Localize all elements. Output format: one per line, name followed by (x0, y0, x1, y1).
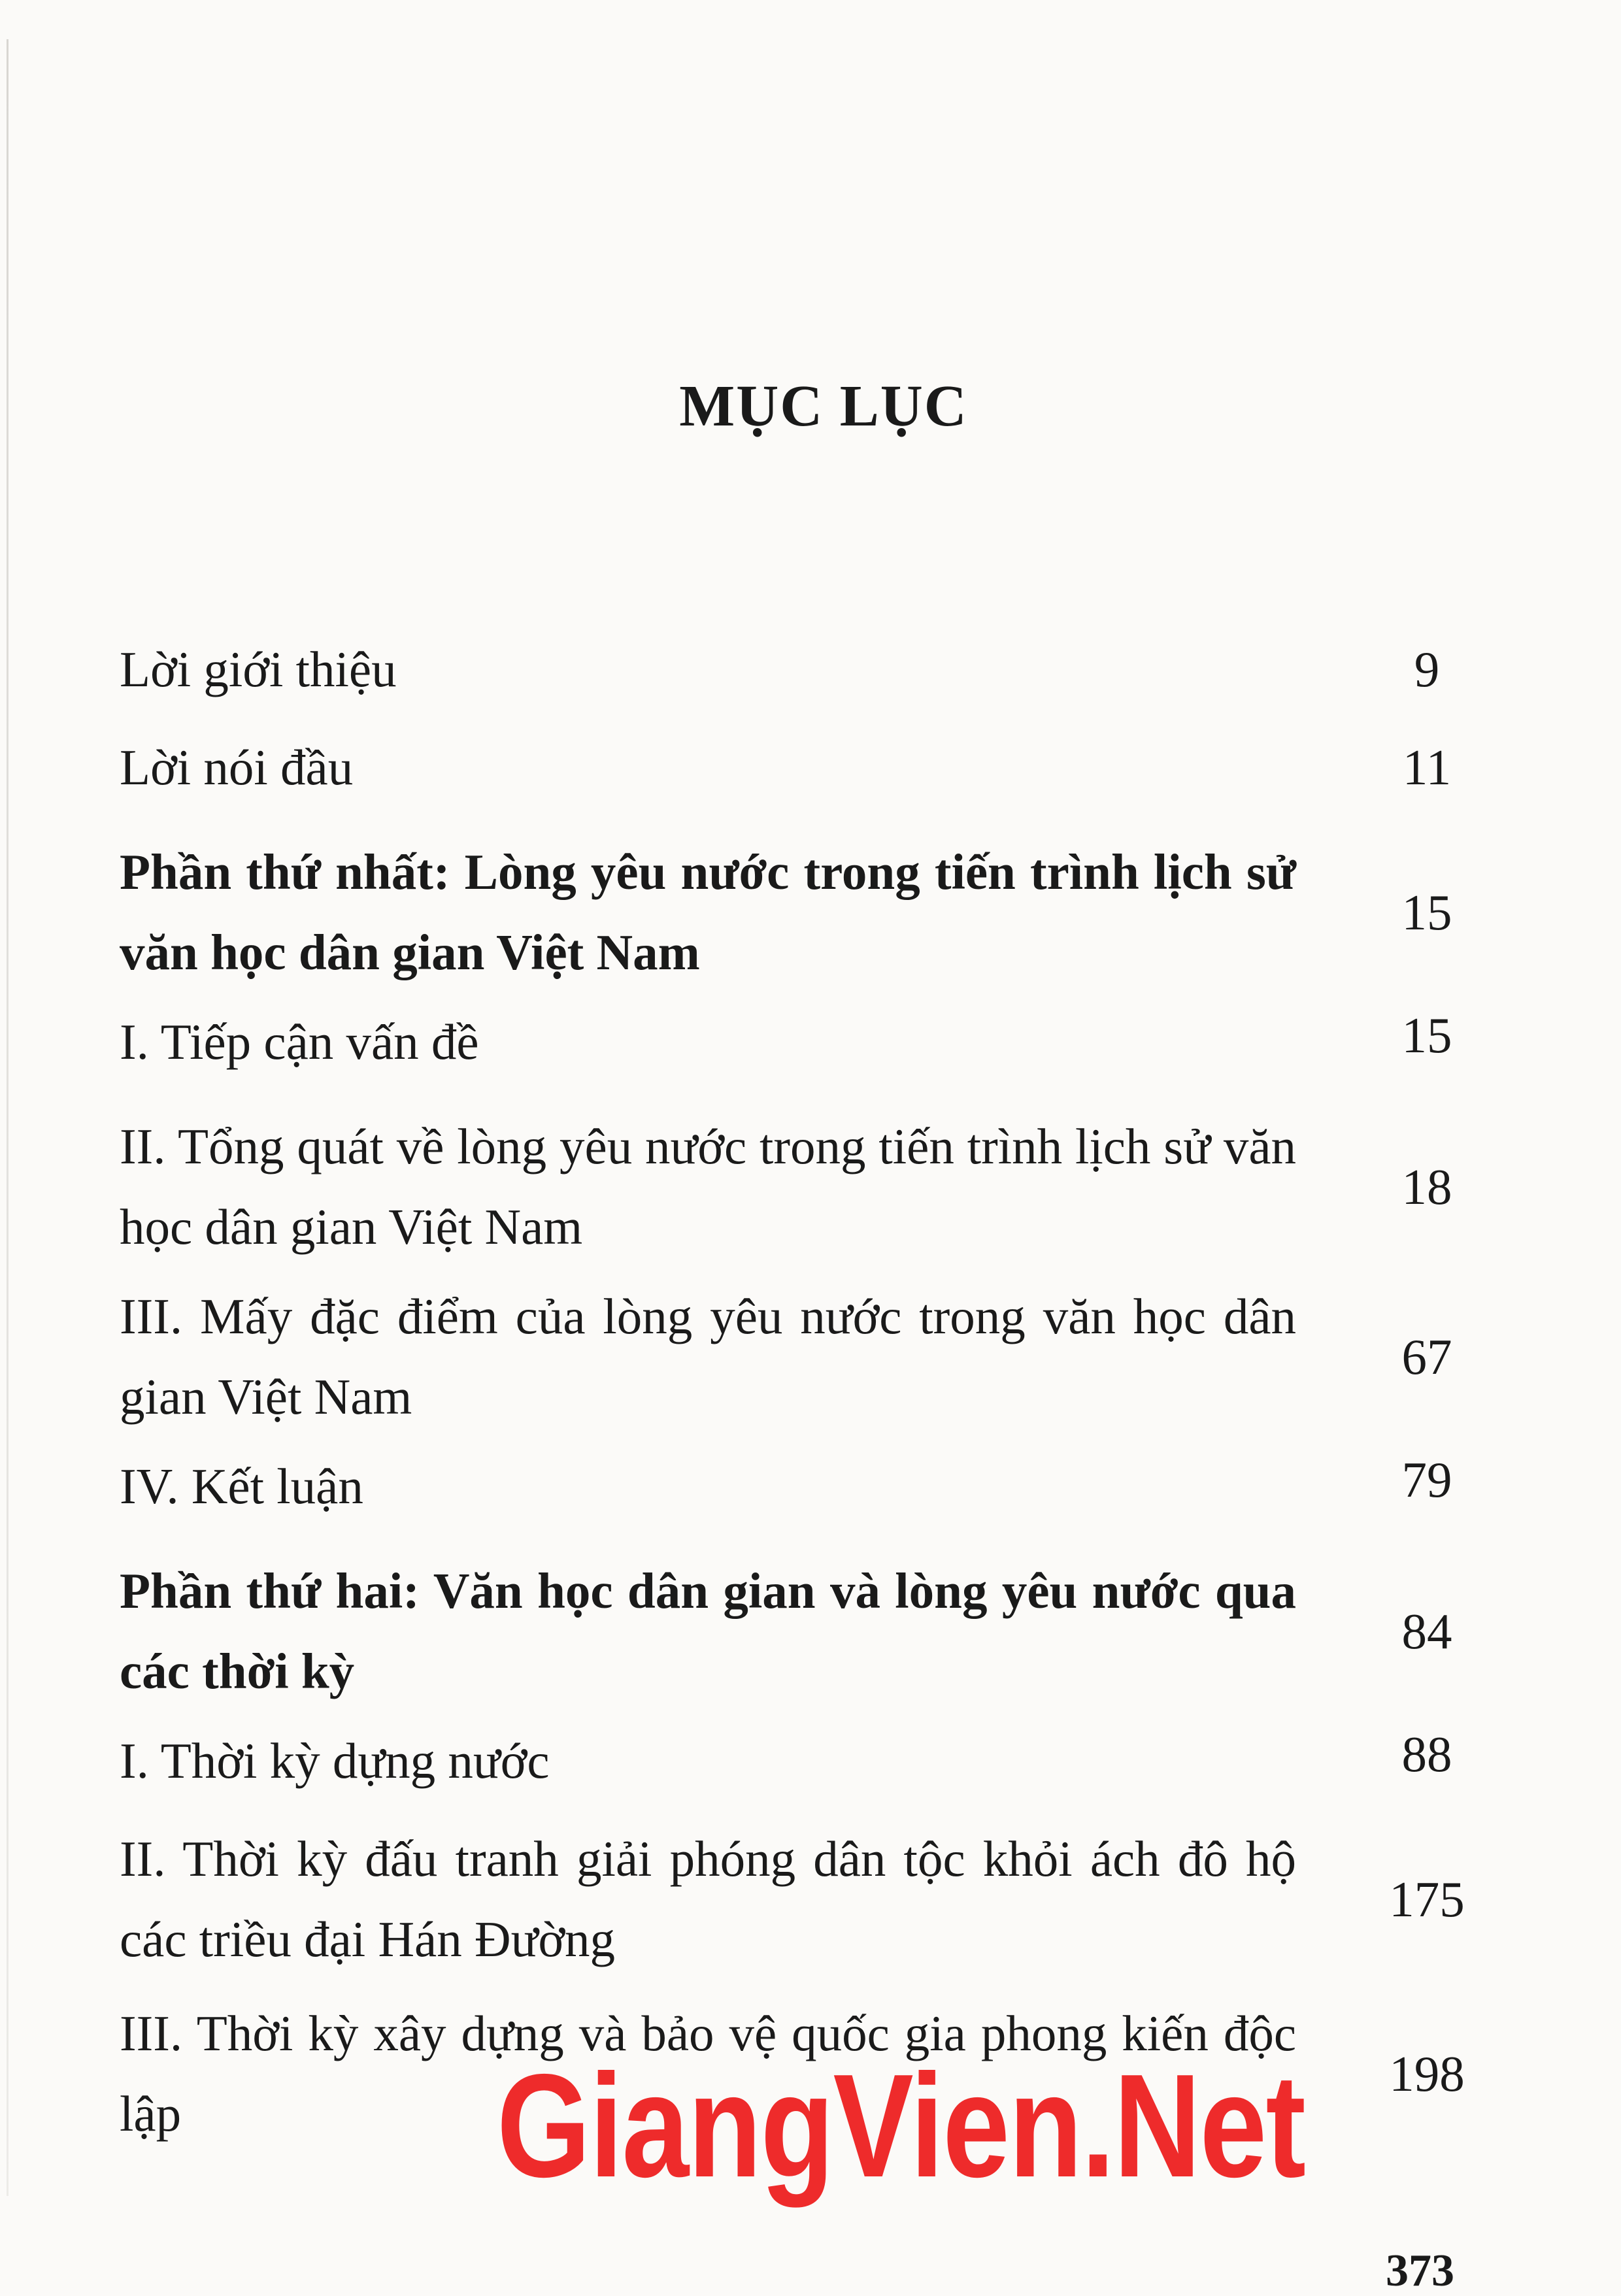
toc-entry-title: III. Mấy đặc điểm của lòng yêu nước trong văn học dân gian Việt Nam (120, 1288, 1296, 1425)
toc-entry-page: 15 (1401, 884, 1452, 940)
toc-entry-title: II. Tổng quát về lòng yêu nước trong tiến trình lịch sử văn học dân gian Việt Nam (120, 1118, 1296, 1255)
toc-entry-page: 67 (1401, 1329, 1452, 1385)
toc-entry-page: 9 (1414, 641, 1440, 697)
toc-entry-page: 11 (1402, 739, 1452, 795)
toc-entry-title: Lời giới thiệu (120, 641, 397, 697)
toc-entry-page: 18 (1401, 1159, 1452, 1215)
toc-entry-title: I. Thời kỳ dựng nước (120, 1733, 550, 1789)
toc-entry-page: 88 (1401, 1726, 1452, 1782)
page-title: MỤC LỤC (679, 374, 968, 439)
toc-entry-page: 198 (1389, 2046, 1465, 2102)
toc-entry-page: 15 (1401, 1007, 1452, 1063)
watermark-logo: GiangVien.Net (497, 2043, 1305, 2208)
toc-entry-page: 175 (1389, 1871, 1465, 1927)
toc-entry-title: II. Thời kỳ đấu tranh giải phóng dân tộc khỏi ách đô hộ các triều đại Hán Đường (120, 1831, 1296, 1967)
page-edge (7, 39, 8, 2196)
toc-entry-title: Phần thứ nhất: Lòng yêu nước trong tiến trình lịch sử văn học dân gian Việt Nam (120, 844, 1296, 980)
toc-entry-page: 79 (1401, 1452, 1452, 1508)
toc-entry-page: 84 (1401, 1603, 1452, 1659)
page-number: 373 (1386, 2246, 1454, 2296)
toc-entry-title: III. Thời kỳ xây dựng và bảo vệ quốc gia phong kiến độc lập (120, 2005, 1296, 2142)
toc-entry-title: Lời nói đầu (120, 739, 354, 795)
toc-entry-title: Phần thứ hai: Văn học dân gian và lòng yêu nước qua các thời kỳ (120, 1563, 1296, 1699)
toc-entry-title: IV. Kết luận (120, 1458, 363, 1514)
toc-entry-title: I. Tiếp cận vấn đề (120, 1014, 479, 1070)
